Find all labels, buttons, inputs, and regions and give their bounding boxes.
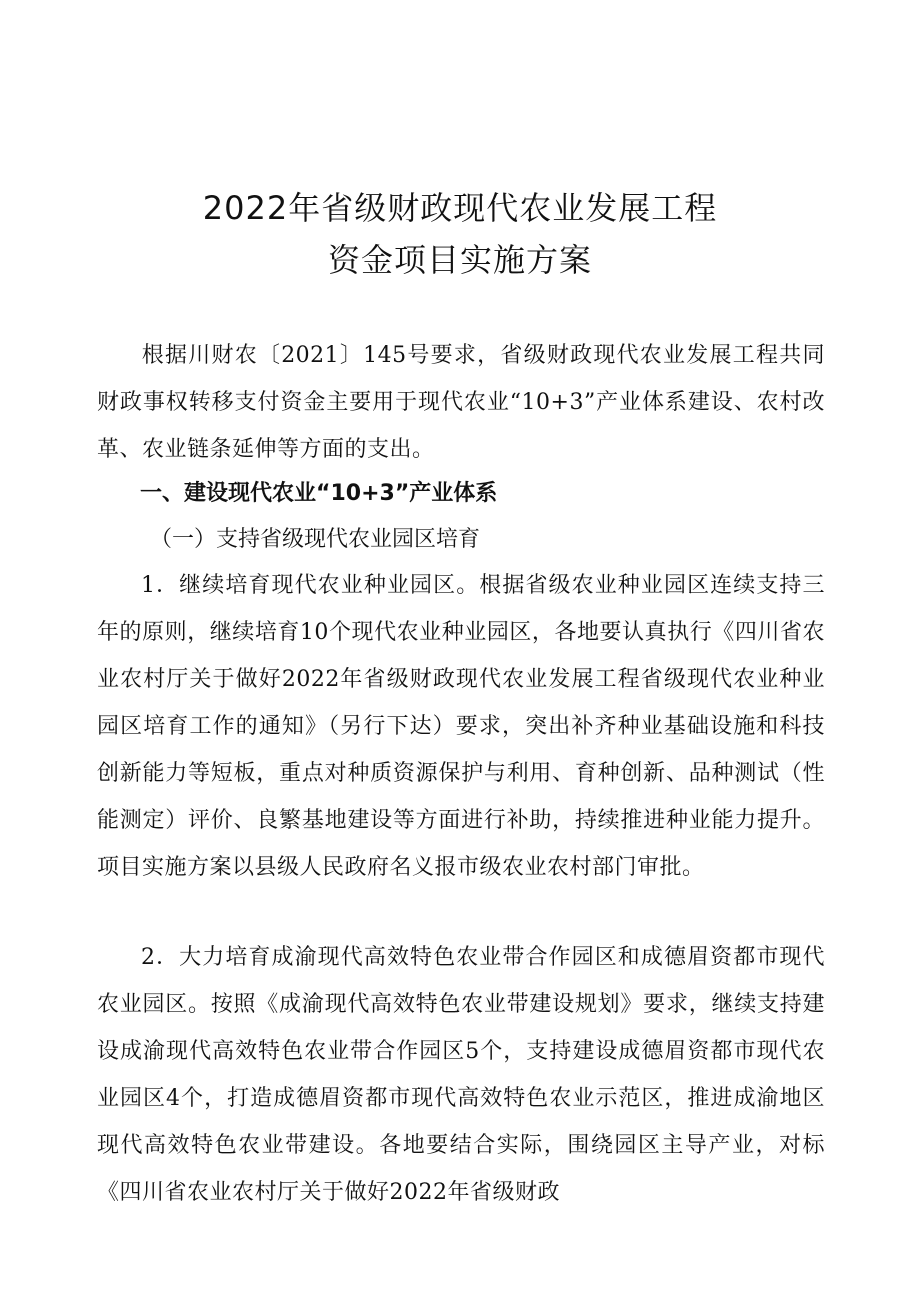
item1-paragraph [97, 562, 825, 891]
intro-text: 根据川财农〔2021〕145号要求，省级财政现代农业发展工程共同财政事权转移支付资金主要用于现代农业“10+3”产业体系建设、农村改革、农业链条延伸等方面的支出。 [97, 343, 825, 462]
document-title-line2: 资金项目实施方案 [327, 241, 592, 279]
section1-heading: 一、建设现代农业“10+3”产业体系 [140, 481, 498, 506]
item1-text: 1．继续培育现代农业种业园区。根据省级农业种业园区连续支持三年的原则，继续培育10个现代农业种业园区，各地要认真执行《四川省农业农村厅关于做好2022年省级财政现代农业发展工程省级现代农业种业园区培育工作的通知》（另行下达）要求，突出补齐种业基础设施和科技创新能力等短板，重点对种质资源保护与利用、育种创新、品种测试（性能测定）评价、良繁基地建设等方面进行补助，持续推进种业能力提升。项目实施方案以县级人民政府名义报市级农业农村部门审批。 [97, 573, 825, 880]
subsection1-heading: （一）支持省级现代农业园区培育 [150, 527, 481, 552]
document-title-line1: 2022年省级财政现代农业发展工程 [202, 189, 718, 227]
item2-text: 2．大力培育成渝现代高效特色农业带合作园区和成德眉资都市现代农业园区。按照《成渝现代高效特色农业带建设规划》要求，继续支持建设成渝现代高效特色农业带合作园区5个，支持建设成德眉资都市现代农业园区4个，打造成德眉资都市现代高效特色农业示范区，推进成渝地区现代高效特色农业带建设。各地要结合实际，围绕园区主导产业，对标《四川省农业农村厅关于做好2022年省级财政 [97, 945, 825, 1205]
item2-paragraph [97, 934, 825, 1216]
intro-paragraph [97, 332, 825, 473]
